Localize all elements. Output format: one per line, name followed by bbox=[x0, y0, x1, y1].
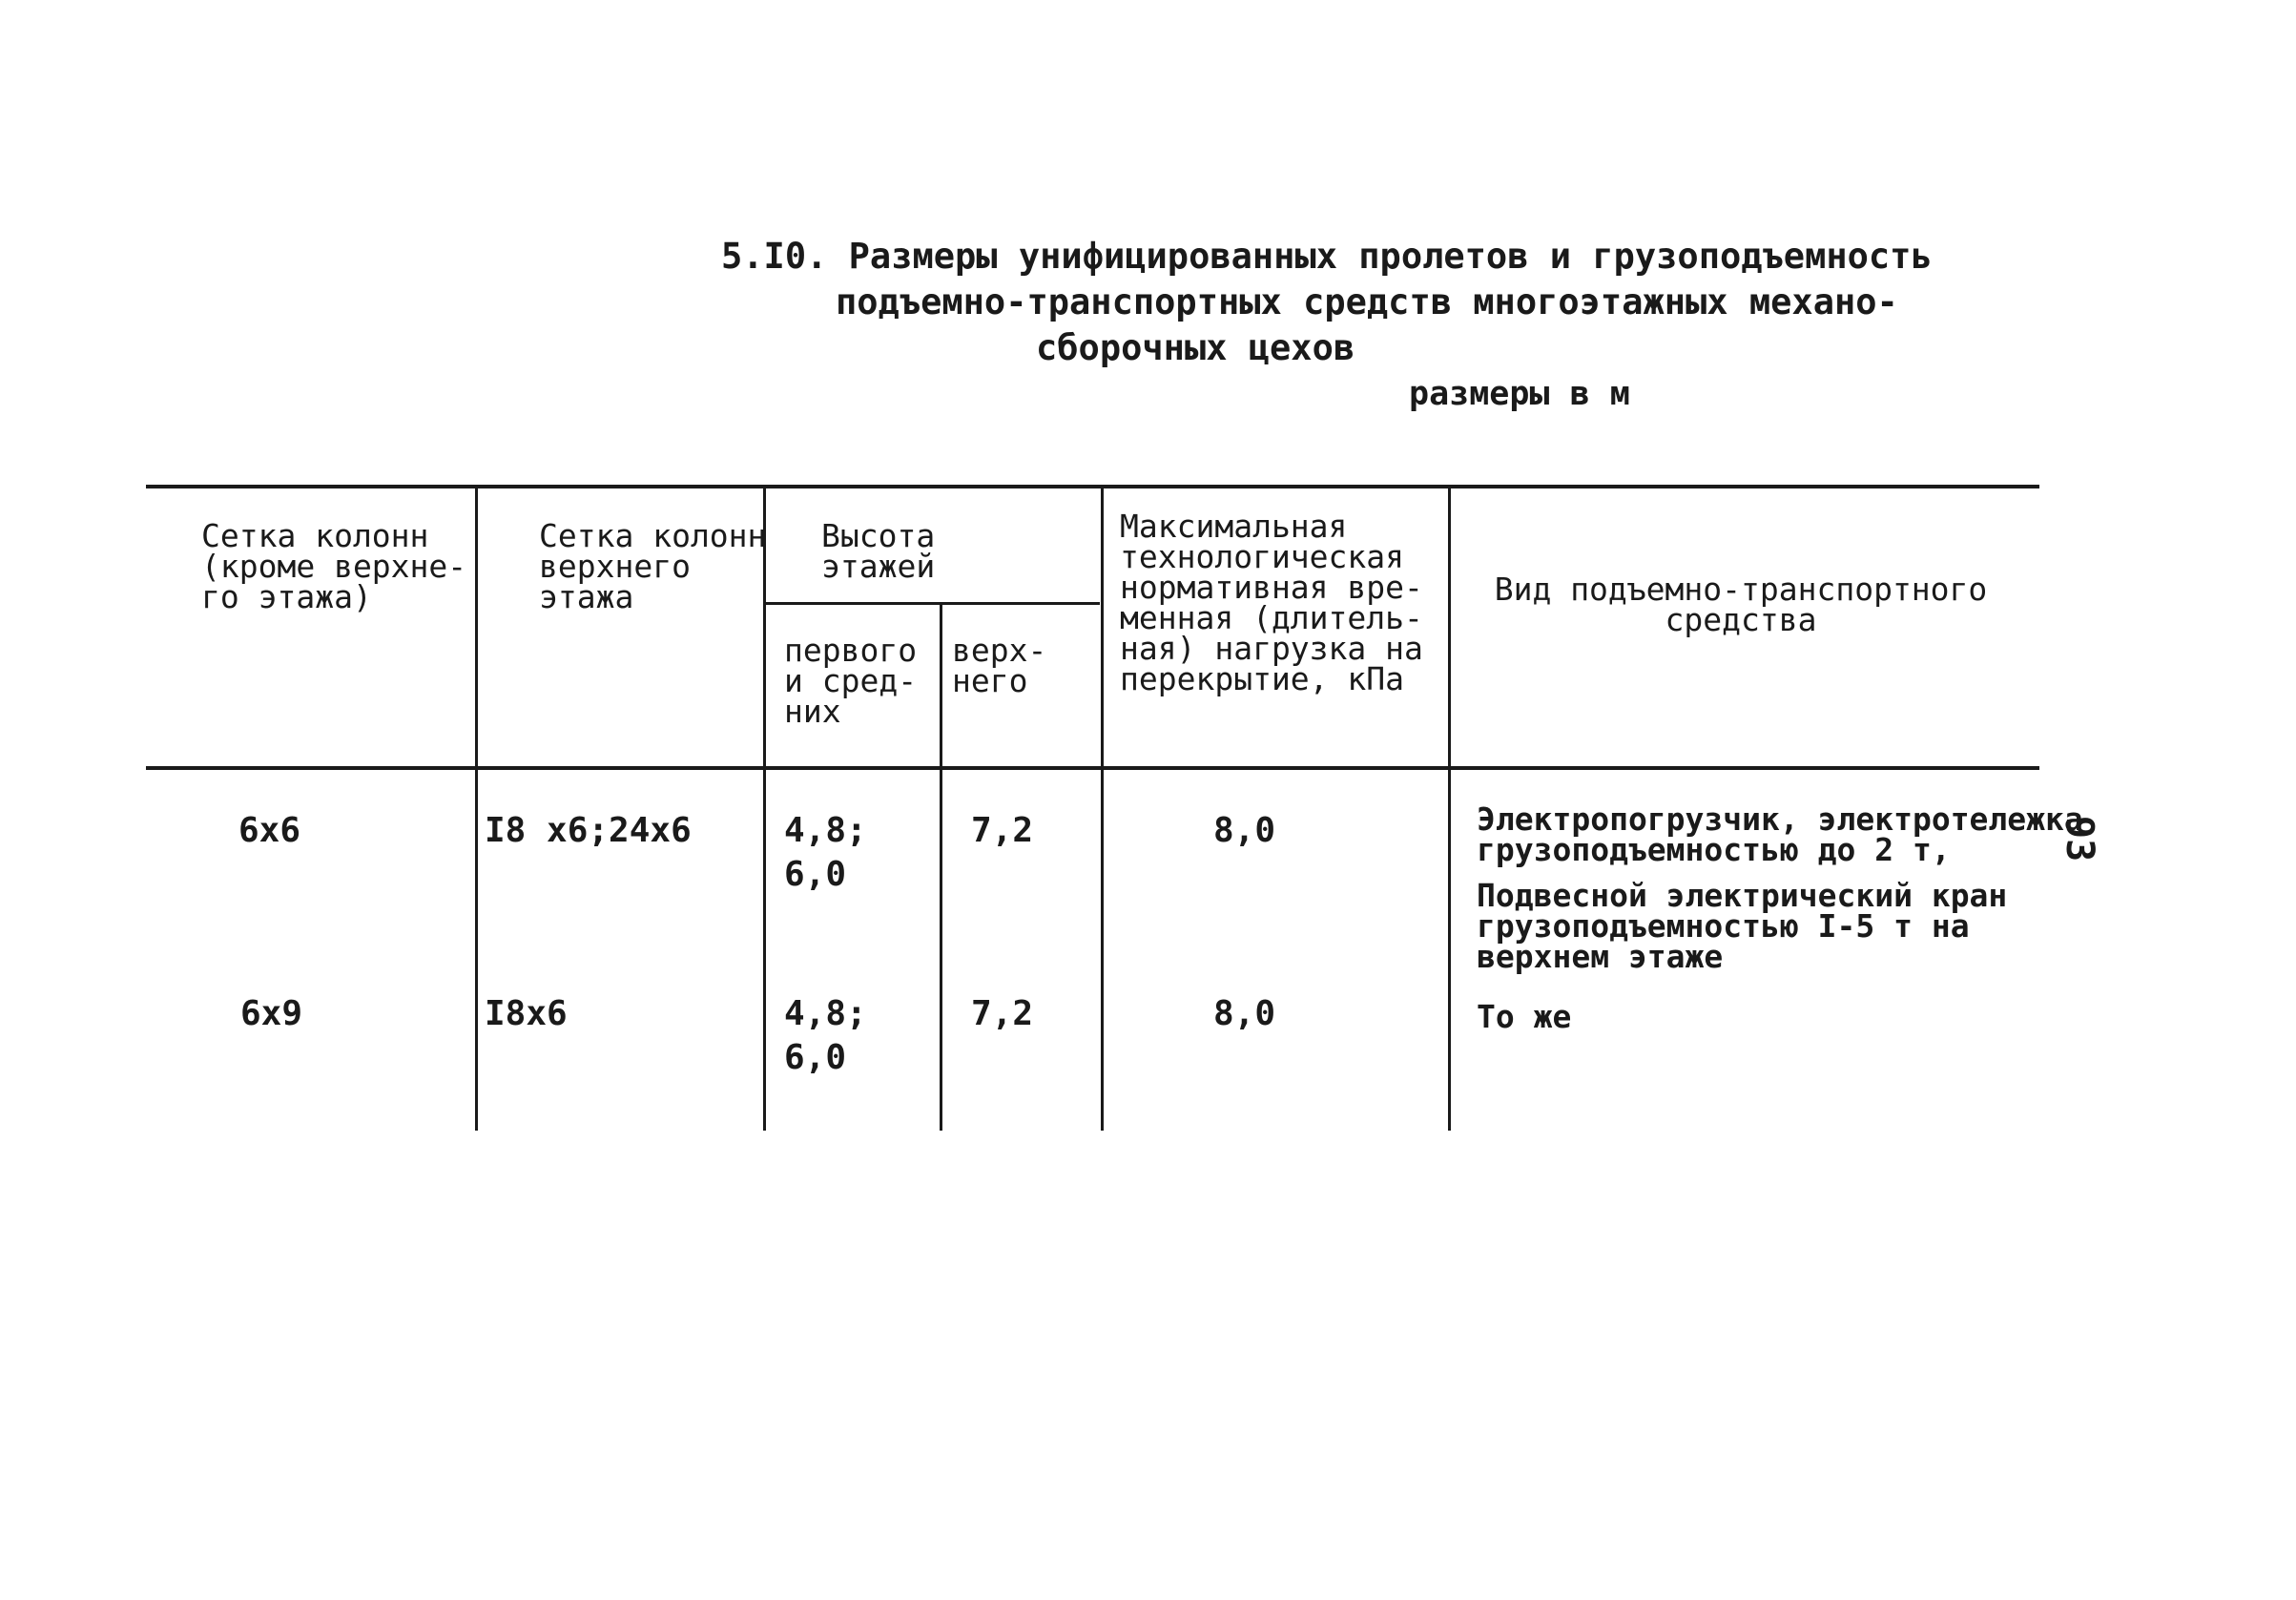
title-line-2: подъемно-транспортных средств многоэтажных механо- bbox=[836, 281, 1898, 322]
row-2-upper-grid: I8x6 bbox=[485, 994, 568, 1033]
header-bottom-rule bbox=[146, 766, 2039, 770]
header-equipment-type bbox=[1493, 544, 1989, 638]
height-subheader-rule bbox=[764, 602, 1100, 605]
header-equipment-label: Вид подъемно-транспортного средства bbox=[1494, 571, 1988, 638]
title-line-3: сборочных цехов bbox=[1036, 327, 1355, 368]
row-2-height-upper: 7,2 bbox=[971, 994, 1034, 1033]
row-1-equipment-2: Подвесной электрический кран грузоподъемностью I-5 т на верхнем этаже bbox=[1477, 877, 2008, 975]
page-number: 93 bbox=[2058, 816, 2101, 862]
header-first-middle-floors: первого и сред- них bbox=[784, 632, 918, 730]
col-divider-3 bbox=[940, 604, 942, 1131]
header-upper-grid: Сетка колонн верхнего этажа bbox=[539, 517, 767, 615]
row-1-upper-grid: I8 x6;24x6 bbox=[485, 811, 692, 850]
table-title bbox=[721, 234, 1933, 371]
row-1-load: 8,0 bbox=[1213, 811, 1276, 850]
title-line-1: 5.I0. Размеры унифицированных пролетов и грузоподъемность bbox=[721, 236, 1933, 277]
row-1-height-upper: 7,2 bbox=[971, 811, 1034, 850]
units-note: размеры в м bbox=[1409, 375, 1630, 413]
row-1-height-first: 4,8; 6,0 bbox=[784, 811, 867, 894]
col-divider-4 bbox=[1101, 487, 1104, 1131]
row-2-load: 8,0 bbox=[1213, 994, 1276, 1033]
row-2-height-first: 4,8; 6,0 bbox=[784, 994, 867, 1077]
row-1-equipment-1: Электропогрузчик, электротележка грузоподъемностью до 2 т, bbox=[1477, 800, 2083, 868]
header-max-load: Максимальная технологическая нормативная вре- менная (длитель- ная) нагрузка на перекрытие, кПа bbox=[1120, 508, 1423, 697]
header-column-grid: Сетка колонн (кроме верхне- го этажа) bbox=[201, 517, 467, 615]
row-2-grid: 6x9 bbox=[240, 994, 303, 1033]
header-floor-height: Высота этажей bbox=[821, 517, 936, 585]
col-divider-5 bbox=[1448, 487, 1451, 1131]
table-top-rule bbox=[146, 485, 2039, 488]
header-upper-floor: верх- него bbox=[952, 632, 1047, 699]
col-divider-1 bbox=[475, 487, 478, 1131]
row-1-grid: 6x6 bbox=[238, 811, 301, 850]
row-2-equipment-1: То же bbox=[1477, 998, 1572, 1035]
